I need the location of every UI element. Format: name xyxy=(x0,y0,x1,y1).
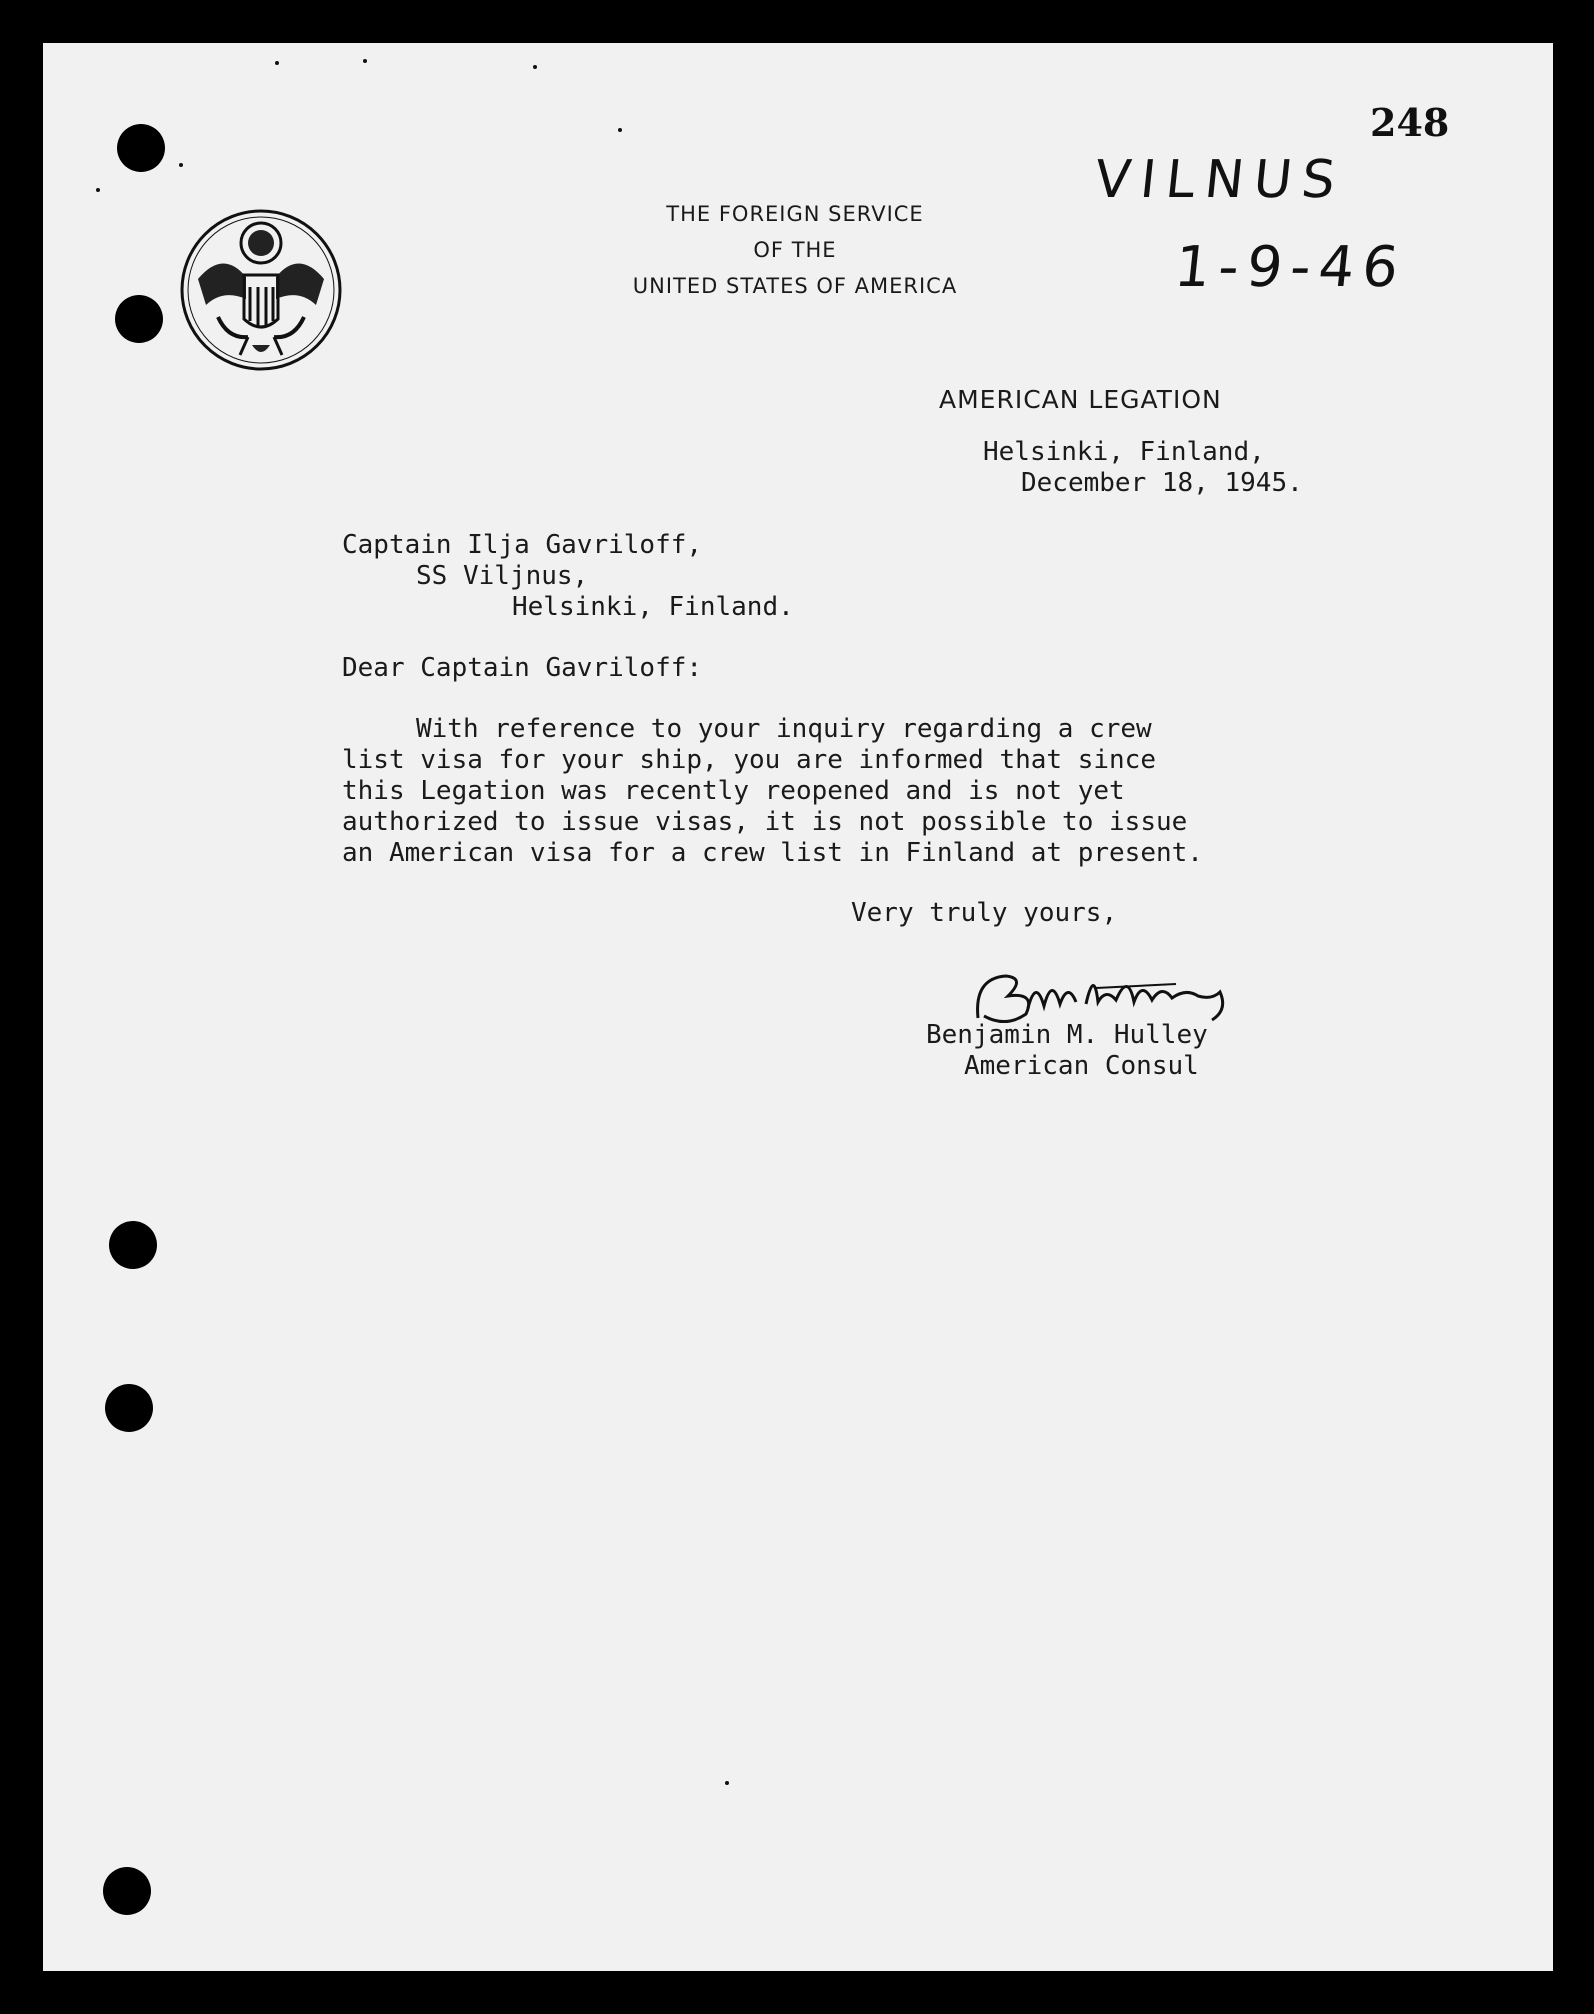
speck xyxy=(275,61,279,65)
recipient-line-2: SS Viljnus, xyxy=(416,561,589,591)
recipient-line-1: Captain Ilja Gavriloff, xyxy=(342,530,703,560)
punch-hole xyxy=(109,1221,157,1269)
punch-hole xyxy=(103,1867,151,1915)
punch-hole xyxy=(117,124,165,172)
letterhead-line-3: UNITED STATES OF AMERICA xyxy=(632,274,958,298)
recipient-line-3: Helsinki, Finland. xyxy=(512,592,794,622)
speck xyxy=(363,59,367,63)
great-seal-icon xyxy=(178,209,344,371)
handwritten-note-line-1: VILNUS xyxy=(1091,150,1349,210)
letterhead-line-1: THE FOREIGN SERVICE xyxy=(666,202,924,226)
letter-sheet xyxy=(43,43,1553,1971)
speck xyxy=(179,163,183,167)
body-line: list visa for your ship, you are informed that since xyxy=(342,745,1156,775)
speck xyxy=(725,1781,729,1785)
letter-date: December 18, 1945. xyxy=(1021,468,1303,498)
speck xyxy=(618,128,622,132)
handwritten-note-line-2: 1-9-46 xyxy=(1171,235,1410,300)
closing: Very truly yours, xyxy=(851,898,1118,928)
sender-place: Helsinki, Finland, xyxy=(983,437,1265,467)
signer-title: American Consul xyxy=(964,1051,1199,1081)
body-line: an American visa for a crew list in Finland at present. xyxy=(342,838,1203,868)
sender-office: AMERICAN LEGATION xyxy=(939,385,1222,414)
punch-hole xyxy=(105,1384,153,1432)
speck xyxy=(533,65,537,69)
punch-hole xyxy=(115,295,163,343)
body-line: this Legation was recently reopened and is not yet xyxy=(342,776,1125,806)
signer-name: Benjamin M. Hulley xyxy=(926,1020,1208,1050)
letterhead xyxy=(560,196,1030,304)
page-number: 248 xyxy=(1370,100,1450,145)
salutation: Dear Captain Gavriloff: xyxy=(342,653,703,683)
speck xyxy=(96,188,100,192)
body-line: With reference to your inquiry regarding a crew xyxy=(416,714,1152,744)
letterhead-line-2: OF THE xyxy=(753,238,837,262)
body-line: authorized to issue visas, it is not possible to issue xyxy=(342,807,1188,837)
